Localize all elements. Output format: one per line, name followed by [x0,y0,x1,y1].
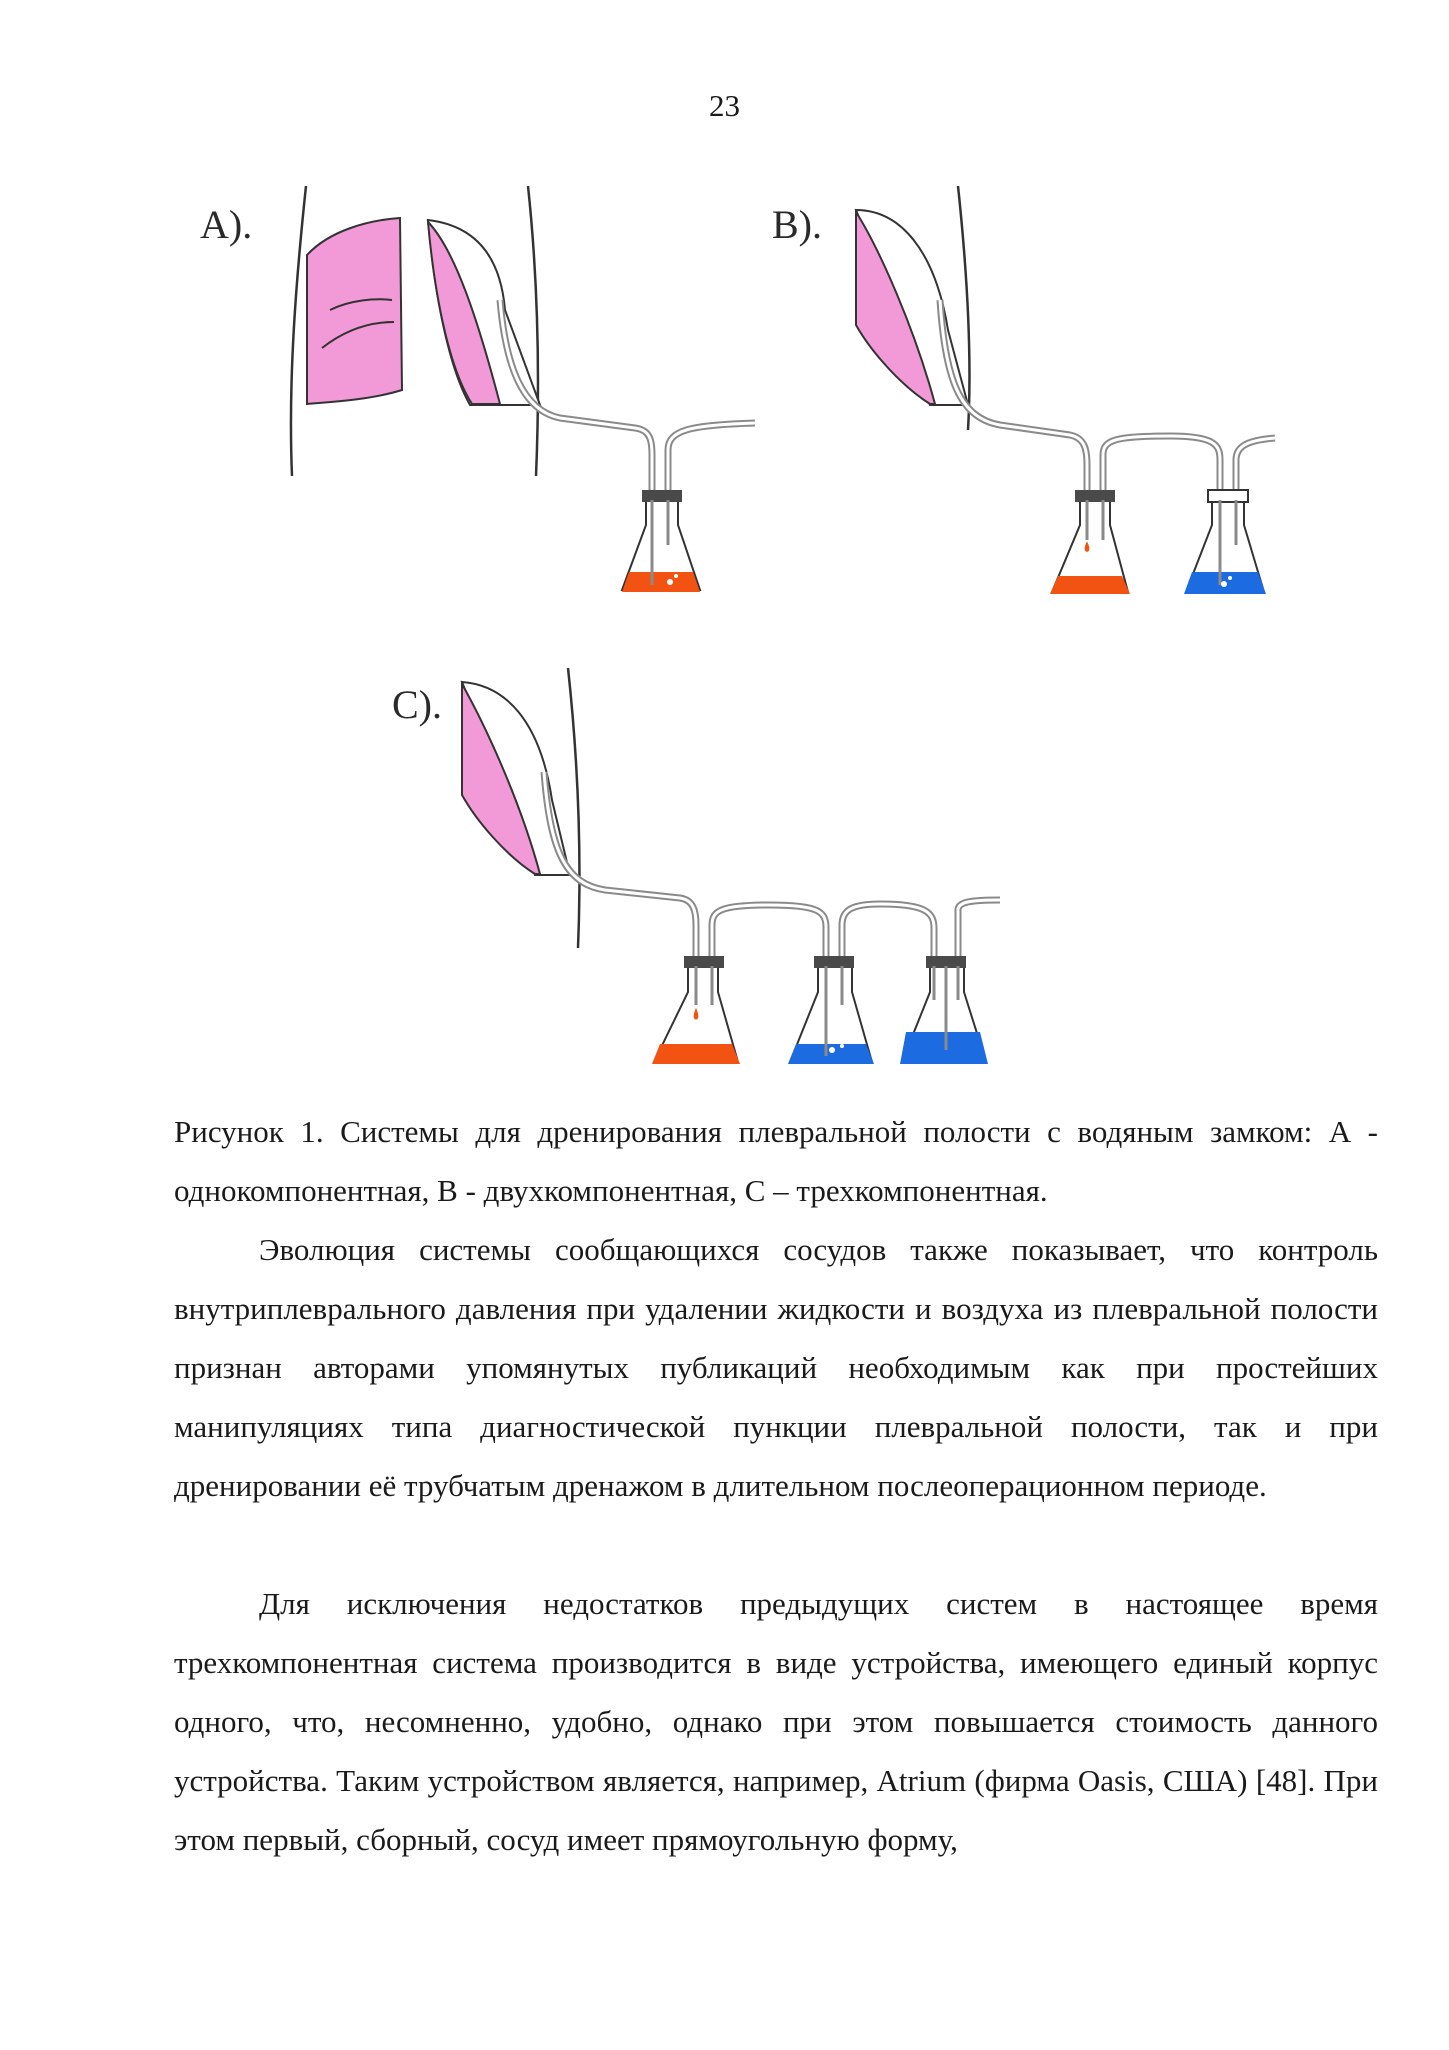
chest-wall [568,668,580,948]
panel-b-label: B). [772,202,822,247]
drain-tube [500,300,652,490]
page-number: 23 [709,88,740,123]
stopper [814,956,854,968]
water-seal-flask [622,490,700,592]
vent-tube [958,900,1000,958]
paragraph-text: Для исключения недостатков предыдущих систем в настоящее время трехкомпонентная система производится в виде устройства, имеющего единый корпус одного, что, несомненно, удобно, однако при этом повышается стоимость данного устройства. Таким устройством является, например, Atrium (фирма Oasis, США) [48]. При этом первый, сборный, сосуд имеет прямоугольную форму, [174,1586,1378,1857]
body-paragraph [174,1574,1378,1869]
red-liquid [652,1044,740,1064]
red-liquid [622,572,700,592]
collection-flask [1050,490,1130,594]
stopper [684,956,724,968]
panel-a-label: A). [200,202,253,247]
blue-liquid [788,1044,874,1064]
drip [695,1012,697,1018]
stopper [1208,490,1248,502]
body-paragraph [174,1220,1378,1515]
stopper [642,490,682,502]
panel-c-label: C). [392,682,442,727]
panel-a [200,186,755,592]
panel-c [392,668,1000,1064]
water-seal-flask [788,956,874,1064]
water-seal-flask [1184,490,1266,594]
connecting-tube-1 [712,905,826,958]
panel-b [772,186,1275,594]
drip [1086,545,1088,550]
connecting-tube [1103,436,1220,495]
figure-caption: Рисунок 1. Системы для дренирования плевральной полости с водяным замком: А - однокомпонентная, В - двухкомпонентная, С – трехкомпонентная. [174,1114,1378,1208]
left-lung [307,218,402,404]
chest-wall-right [528,186,538,476]
suction-control-flask [900,956,988,1064]
paragraph-text: Эволюция системы сообщающихся сосудов также показывает, что контроль внутриплеврального давления при удалении жидкости и воздуха из плевральной полости признан авторами упомянутых публикаций необходимым как при простейших манипуляциях типа диагностической пункции плевральной полости, так и при дренировании её трубчатым дренажом в длительном послеоперационном периоде. [174,1232,1378,1503]
stopper [1075,490,1115,502]
red-liquid [1050,576,1130,594]
chest-wall-left [291,186,306,476]
connecting-tube-2 [842,904,934,958]
blue-liquid [900,1032,988,1064]
collection-flask [652,956,740,1064]
